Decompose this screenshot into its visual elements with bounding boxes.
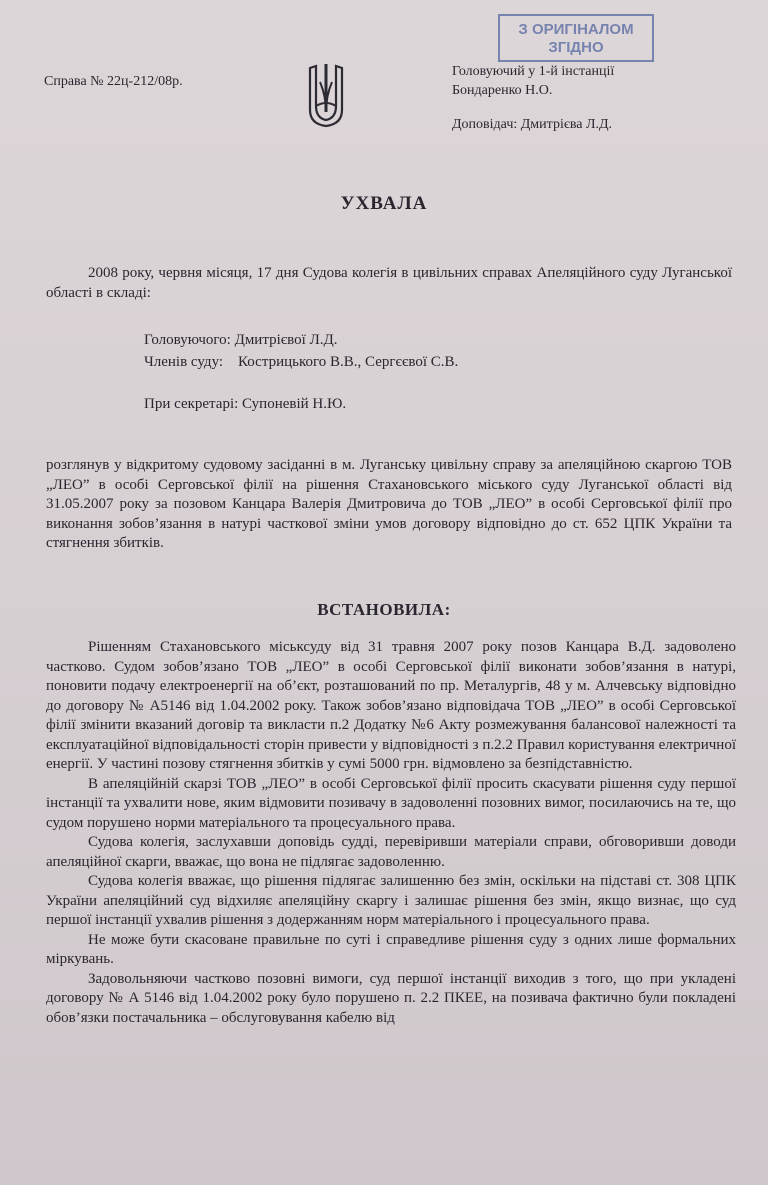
panel-presiding: Головуючого: Дмитрієвої Л.Д. xyxy=(144,332,338,348)
certified-copy-stamp xyxy=(498,14,654,62)
considered-paragraph: розглянув у відкритому судовому засіданні в м. Луганську цивільну справу за апеляційною скаргою ТОВ „ЛЕО” в особі Серговської філії на рішення Стахановського міського суду Луганської області від 31.05.2007 року за позовом Канцара Валерія Дмитровича до ТОВ „ЛЕО” в особі Серговської філії про виконання зобов’язання в натурі часткової зміни умов договору відповідно до ст. 652 ЦПК України та стягнення збитків. xyxy=(46,457,732,551)
stamp-line-2: ЗГІДНО xyxy=(548,39,604,56)
established-heading: ВСТАНОВИЛА: xyxy=(317,600,451,619)
case-number: Справа № 22ц-212/08р. xyxy=(44,74,183,89)
body-paragraph: Судова колегія вважає, що рішення підлягає залишенню без змін, оскільки на підставі ст. 308 ЦПК України апеляційний суд відхиляє апеляційну скаргу і залишає рішення без змін, якщо визнає, що суд першої інстанції ухвалив рішення з додержанням норм матеріального і процесуального права. xyxy=(46,873,736,928)
body-paragraph: Не може бути скасоване правильне по суті і справедливе рішення суду з одних лише формальних міркувань. xyxy=(46,931,736,967)
body-paragraph: Судова колегія, заслухавши доповідь судді, перевіривши матеріали справи, обговоривши доводи апеляційної скарги, вважає, що вона не підлягає задоволенню. xyxy=(46,834,736,870)
stamp-line-1: З ОРИГІНАЛОМ xyxy=(518,21,634,38)
presiding-first-judge: Бондаренко Н.О. xyxy=(452,83,553,98)
panel-secretary: При секретарі: Супоневій Н.Ю. xyxy=(144,396,347,412)
body-paragraph: В апеляційній скарзі ТОВ „ЛЕО” в особі Серговської філії просить скасувати рішення суду першої інстанції та ухвалити нове, яким відмовити позивачу в задоволенні позовних вимог, посилаючись на те, що судом порушено норми матеріального та процесуального права. xyxy=(46,775,736,831)
reporter-judge: Доповідач: Дмитрієва Л.Д. xyxy=(452,117,613,132)
presiding-first-instance xyxy=(452,62,614,100)
body-paragraph: Задовольняючи частково позовні вимоги, суд першої інстанції виходив з того, що при укладені договору № А 5146 від 1.04.2002 року було порушено п. 2.2 ПКЕЕ, на позивача фактично були покладені обов’язки постачальника – обслуговування кабелю від xyxy=(46,970,736,1026)
document-title: УХВАЛА xyxy=(340,193,428,214)
body-text xyxy=(46,638,736,1028)
panel-members: Членів суду: Кострицького В.В., Сергєєвої С.В. xyxy=(144,354,459,370)
body-paragraph: Рішенням Стахановського міськсуду від 31 травня 2007 року позов Канцара В.Д. задоволено частково. Судом зобов’язано ТОВ „ЛЕО” в особі Серговської філії виконати зобов’язання в натурі, поновити подачу електроенергії на об’єкт, розташований по пр. Металургів, 48 у м. Алчевську відповідно до договору № А5146 від 1.04.2002 року. Також зобов’язано відповідача ТОВ „ЛЕО” в особі Серговської філії змінити вказаний договір та викласти п.2 Додатку №6 Акту розмежування балансової належності та експлуатаційної відповідальності сторін привести у відповідності з п.2.2 Правил користування електричної енергії. У частині позову стягнення збитків у сумі 5000 грн. відмовлено за безпідставністю. xyxy=(46,639,736,772)
presiding-first-label: Головуючий у 1-й інстанції xyxy=(452,64,615,79)
intro-paragraph: 2008 року, червня місяця, 17 дня Судова колегія в цивільних справах Апеляційного суду Луганської області в складі: xyxy=(46,265,732,301)
trident-emblem-icon xyxy=(306,62,346,128)
